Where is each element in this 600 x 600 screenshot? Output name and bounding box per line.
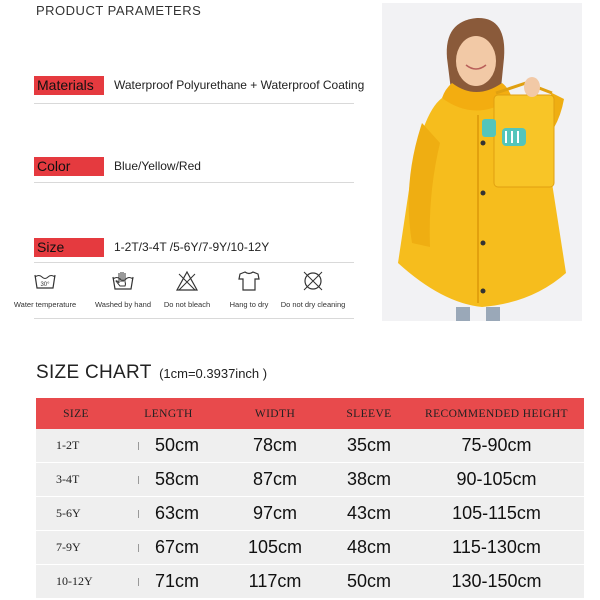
cell-length: 67cm [116,531,221,565]
care-label: Washed by hand [94,300,151,309]
cell-length: 63cm [116,497,221,531]
cell-sleeve: 50cm [329,565,409,599]
param-value: Blue/Yellow/Red [114,159,201,173]
cell-size: 5-6Y [36,497,116,531]
cell-sleeve: 35cm [329,429,409,463]
cell-sleeve: 43cm [329,497,409,531]
unit-conversion-note: (1cm=0.3937inch ) [159,366,268,381]
cell-size: 7-9Y [36,531,116,565]
care-item-no-bleach [152,270,222,309]
care-label: Hang to dry [229,300,269,309]
wash-30-icon [33,270,57,292]
size-table [36,398,584,599]
care-item-hand-wash [88,270,158,309]
hand-wash-icon [111,270,135,292]
cell-length: 71cm [116,565,221,599]
cell-sleeve: 38cm [329,463,409,497]
cell-height: 115-130cm [409,531,584,565]
column-header-size: SIZE [36,398,116,429]
param-value: 1-2T/3-4T /5-6Y/7-9Y/10-12Y [114,240,270,254]
care-label: Do not bleach [163,300,211,309]
care-item-no-dry-clean [278,270,348,309]
care-item-water-temperature [10,270,80,309]
hang-dry-icon [237,270,261,292]
cell-width: 78cm [221,429,329,463]
table-row [36,531,584,565]
svg-text:30°: 30° [40,282,50,288]
section-title-parameters: PRODUCT PARAMETERS [36,3,202,18]
divider [34,262,354,263]
cell-size: 10-12Y [36,565,116,599]
cell-width: 117cm [221,565,329,599]
table-row [36,429,584,463]
divider [34,182,354,183]
param-label: Color [34,157,104,176]
column-header-width: WIDTH [221,398,329,429]
divider [34,103,354,104]
column-header-recommended-height: RECOMMENDED HEIGHT [409,398,584,429]
cell-sleeve: 48cm [329,531,409,565]
param-label: Materials [34,76,104,95]
product-photo [382,3,582,321]
column-header-sleeve: SLEEVE [329,398,409,429]
param-label: Size [34,238,104,257]
table-row [36,565,584,599]
care-icons-row [10,270,345,320]
divider [34,318,354,319]
table-header-row [36,398,584,429]
table-row [36,463,584,497]
child-raincoat-illustration [382,3,582,321]
cell-height: 90-105cm [409,463,584,497]
cell-width: 87cm [221,463,329,497]
care-label: Do not dry cleaning [280,300,346,309]
cell-size: 1-2T [36,429,116,463]
param-value: Waterproof Polyurethane + Waterproof Coating [114,78,365,92]
no-dry-clean-icon [301,270,325,292]
care-label: Water temperature [13,300,77,309]
cell-height: 130-150cm [409,565,584,599]
cell-width: 97cm [221,497,329,531]
care-item-hang-dry [214,270,284,309]
cell-height: 105-115cm [409,497,584,531]
cell-length: 50cm [116,429,221,463]
no-bleach-icon [175,270,199,292]
cell-size: 3-4T [36,463,116,497]
column-header-length: LENGTH [116,398,221,429]
cell-width: 105cm [221,531,329,565]
size-chart-title [36,362,267,384]
cell-height: 75-90cm [409,429,584,463]
cell-length: 58cm [116,463,221,497]
table-row [36,497,584,531]
size-chart-heading: SIZE CHART [36,362,152,383]
